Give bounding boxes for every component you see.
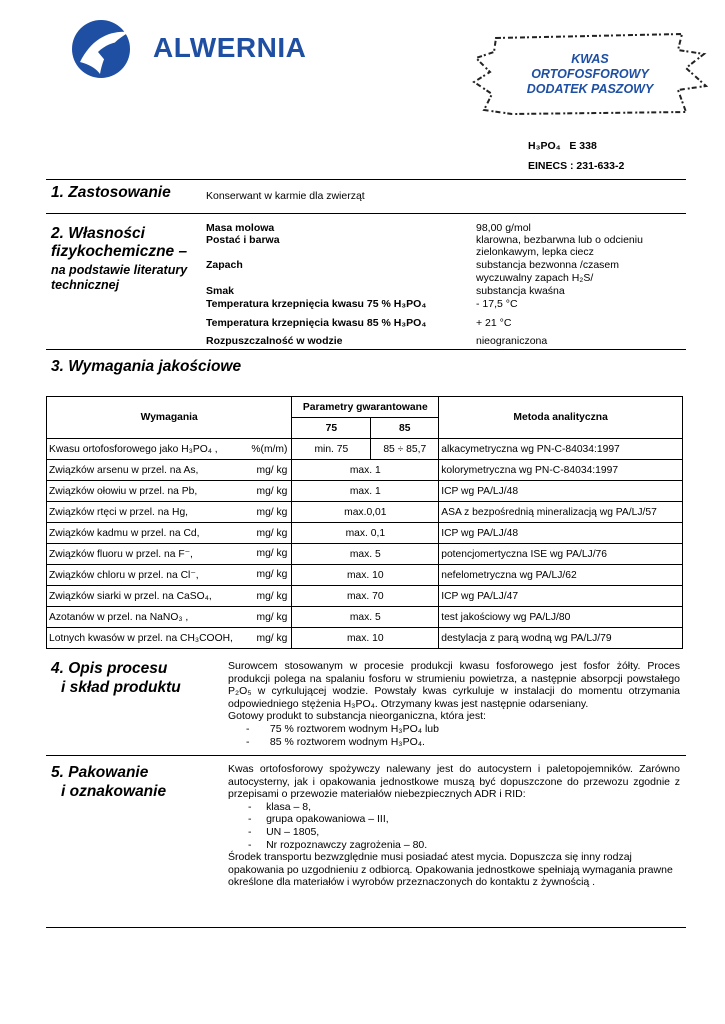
- table-row: [47, 502, 683, 523]
- requirement-unit: mg/ kg: [256, 485, 288, 497]
- requirement-name: Związków siarki w przel. na CaSO₄,: [49, 590, 212, 602]
- requirement-name: Kwasu ortofosforowego jako H₃PO₄ ,: [49, 443, 218, 455]
- method-cell: potencjomertyczna ISE wg PA/LJ/76: [439, 544, 683, 565]
- requirement-unit: %(m/m): [251, 443, 288, 455]
- section-1-text: Konserwant w karmie dla zwierząt: [206, 190, 365, 202]
- table-row: [47, 607, 683, 628]
- property-value: substancja bezwonna /czasem: [476, 259, 619, 271]
- requirements-table: [46, 396, 683, 649]
- method-cell: nefelometryczna wg PA/LJ/62: [439, 565, 683, 586]
- property-name: Rozpuszczalność w wodzie: [206, 335, 343, 347]
- section-1-title: 1. Zastosowanie: [51, 184, 171, 201]
- divider: [46, 179, 686, 180]
- value-85: 85 ÷ 85,7: [371, 439, 439, 460]
- method-cell: ASA z bezpośrednią mineralizacją wg PA/LJ/57: [439, 502, 683, 523]
- value-cell: max. 0,1: [292, 523, 439, 544]
- section-2-title-1: 2. Własności: [51, 225, 145, 242]
- company-logo: [70, 18, 330, 82]
- e-number: E 338: [569, 140, 597, 152]
- value-cell: max. 5: [292, 544, 439, 565]
- requirement-cell: [47, 502, 292, 523]
- requirement-unit: mg/ kg: [256, 527, 288, 539]
- method-cell: kolorymetryczna wg PN-C-84034:1997: [439, 460, 683, 481]
- header-requirements: Wymagania: [47, 397, 292, 439]
- section-5-paragraph: Kwas ortofosforowy spożywczy nalewany jest do autocystern i paletopojemników. Zarówno autocysterny, jak i opakowania jednostkowe muszą być dopuszczone do przewozu zgodnie z przepisami o przewozie materiałów niebezpiecznych ADR i RID:: [228, 763, 680, 801]
- list-item-text: 75 % roztworem wodnym H₃PO₄ lub: [269, 722, 439, 735]
- stamp-line-2: ORTOFOSFOROWY: [531, 67, 649, 81]
- section-2-subtitle-1: na podstawie literatury: [51, 263, 188, 277]
- property-value: substancja kwaśna: [476, 285, 565, 297]
- table-row: [47, 628, 683, 649]
- requirement-unit: mg/ kg: [256, 548, 288, 559]
- list-item-text: UN – 1805,: [266, 825, 320, 838]
- requirement-name: Związków arsenu w przel. na As,: [49, 464, 199, 476]
- requirement-unit: mg/ kg: [256, 569, 288, 580]
- product-stamp: [472, 28, 708, 118]
- header-parameters: Parametry gwarantowane: [292, 397, 439, 418]
- brand-name: ALWERNIA: [153, 32, 307, 63]
- section-5-title-1: 5. Pakowanie: [51, 764, 149, 781]
- requirement-cell: [47, 544, 292, 565]
- list-item: - 85 % roztworem wodnym H₃PO₄.: [246, 735, 425, 748]
- table-row: [47, 481, 683, 502]
- table-row: [47, 523, 683, 544]
- stamp-line-1: KWAS: [571, 52, 609, 66]
- list-item-text: grupa opakowaniowa – III,: [266, 813, 389, 826]
- method-cell: test jakościowy wg PA/LJ/80: [439, 607, 683, 628]
- requirement-cell: [47, 586, 292, 607]
- property-value: - 17,5 °C: [476, 298, 518, 310]
- requirement-cell: [47, 523, 292, 544]
- requirement-unit: mg/ kg: [256, 632, 288, 644]
- section-5-closing: Środek transportu bezwzględnie musi posiadać atest mycia. Dopuszcza się inny rodzaj opakowania po uzgodnieniu z odbiorcą. Opakowania jednostkowe spełniają wymagania prawne określone dla materiałów i wyrobów przeznaczonych do kontaktu z żywnością .: [228, 851, 673, 889]
- table-row: [47, 439, 683, 460]
- requirement-cell: [47, 628, 292, 649]
- logo-emblem-icon: [70, 18, 136, 80]
- property-name: Temperatura krzepnięcia kwasu 75 % H₃PO₄: [206, 298, 427, 310]
- header-method: Metoda analityczna: [439, 397, 683, 439]
- value-cell: max. 10: [292, 565, 439, 586]
- list-item-text: 85 % roztworem wodnym H₃PO₄.: [269, 735, 425, 748]
- requirement-name: Związków fluoru w przel. na F⁻,: [49, 549, 193, 560]
- section-4-paragraph: Surowcem stosowanym w procesie produkcji kwasu fosforowego jest fosfor żółty. Proces produkcji polega na spalaniu fosforu w strumieniu powietrza, a następnie absorpcji powstałego P₂O₅ w cyrkulującej wodzie. Powstały kwas cyrkuluje w instalacji do momentu otrzymania odpowiedniego stężenia H₃PO₄. Otrzymany kwas jest następnie odarseniany.: [228, 660, 680, 710]
- header-75: 75: [292, 418, 371, 439]
- requirement-unit: mg/ kg: [256, 464, 288, 476]
- list-item: - Nr rozpoznawczy zagrożenia – 80.: [248, 838, 428, 851]
- value-cell: max.0,01: [292, 502, 439, 523]
- method-cell: ICP wg PA/LJ/47: [439, 586, 683, 607]
- method-cell: alkacymetryczna wg PN-C-84034:1997: [439, 439, 683, 460]
- section-4-lead: Gotowy produkt to substancja nieorganiczna, która jest:: [228, 710, 486, 723]
- property-name: Smak: [206, 285, 235, 297]
- section-5-title-2: i oznakowanie: [61, 783, 167, 800]
- value-cell: max. 10: [292, 628, 439, 649]
- divider: [46, 213, 686, 214]
- requirement-cell: [47, 565, 292, 586]
- property-name: Postać i barwa: [206, 234, 280, 246]
- property-name: Temperatura krzepnięcia kwasu 85 % H₃PO₄: [206, 317, 427, 329]
- divider: [46, 755, 686, 756]
- value-cell: max. 5: [292, 607, 439, 628]
- list-item: - UN – 1805,: [248, 825, 320, 838]
- value-cell: max. 1: [292, 481, 439, 502]
- section-2-title-2: fizykochemiczne –: [51, 243, 188, 260]
- requirement-unit: mg/ kg: [256, 506, 288, 518]
- section-3-title: 3. Wymagania jakościowe: [51, 358, 242, 375]
- method-cell: destylacja z parą wodną wg PA/LJ/79: [439, 628, 683, 649]
- section-4-title-2: i skład produktu: [61, 679, 181, 696]
- table-row: [47, 544, 683, 565]
- property-value: + 21 °C: [476, 317, 512, 329]
- property-value: 98,00 g/mol: [476, 222, 531, 234]
- requirement-cell: [47, 607, 292, 628]
- stamp-line-3: DODATEK PASZOWY: [526, 82, 654, 96]
- list-item: - 75 % roztworem wodnym H₃PO₄ lub: [246, 722, 439, 735]
- formula: [528, 140, 597, 152]
- property-value: nieograniczona: [476, 335, 548, 347]
- value-75: min. 75: [292, 439, 371, 460]
- list-item-text: klasa – 8,: [266, 800, 312, 813]
- list-item: - grupa opakowaniowa – III,: [248, 813, 389, 826]
- section-2-subtitle-2: technicznej: [51, 278, 120, 292]
- requirement-name: Związków ołowiu w przel. na Pb,: [49, 485, 198, 497]
- value-cell: max. 70: [292, 586, 439, 607]
- property-value: klarowna, bezbarwna lub o odcieniu: [476, 234, 643, 246]
- method-cell: ICP wg PA/LJ/48: [439, 523, 683, 544]
- requirement-name: Związków chloru w przel. na Cl⁻,: [49, 570, 199, 581]
- property-value: zielonkawym, lepka ciecz: [476, 246, 594, 258]
- property-name: Masa molowa: [206, 222, 275, 234]
- requirement-cell: [47, 439, 292, 460]
- section-4-title-1: 4. Opis procesu: [51, 660, 168, 677]
- requirement-name: Związków kadmu w przel. na Cd,: [49, 527, 200, 539]
- property-name: Zapach: [206, 259, 243, 271]
- list-item-text: Nr rozpoznawczy zagrożenia – 80.: [266, 838, 428, 851]
- requirement-unit: mg/ kg: [256, 590, 288, 602]
- table-row: [47, 586, 683, 607]
- list-item: - klasa – 8,: [248, 800, 312, 813]
- table-row: [47, 565, 683, 586]
- einecs-number: EINECS : 231-633-2: [528, 160, 625, 172]
- requirement-cell: [47, 481, 292, 502]
- requirement-name: Lotnych kwasów w przel. na CH₃COOH,: [49, 632, 233, 644]
- value-cell: max. 1: [292, 460, 439, 481]
- requirement-cell: [47, 460, 292, 481]
- property-value: wyczuwalny zapach H₂S/: [476, 272, 594, 284]
- requirement-unit: mg/ kg: [256, 611, 288, 623]
- divider: [46, 927, 686, 928]
- header-85: 85: [371, 418, 439, 439]
- table-row: [47, 460, 683, 481]
- formula-label: H₃PO₄: [528, 140, 561, 152]
- divider: [46, 349, 686, 350]
- requirement-name: Azotanów w przel. na NaNO₃ ,: [49, 611, 189, 623]
- requirement-name: Związków rtęci w przel. na Hg,: [49, 506, 189, 518]
- method-cell: ICP wg PA/LJ/48: [439, 481, 683, 502]
